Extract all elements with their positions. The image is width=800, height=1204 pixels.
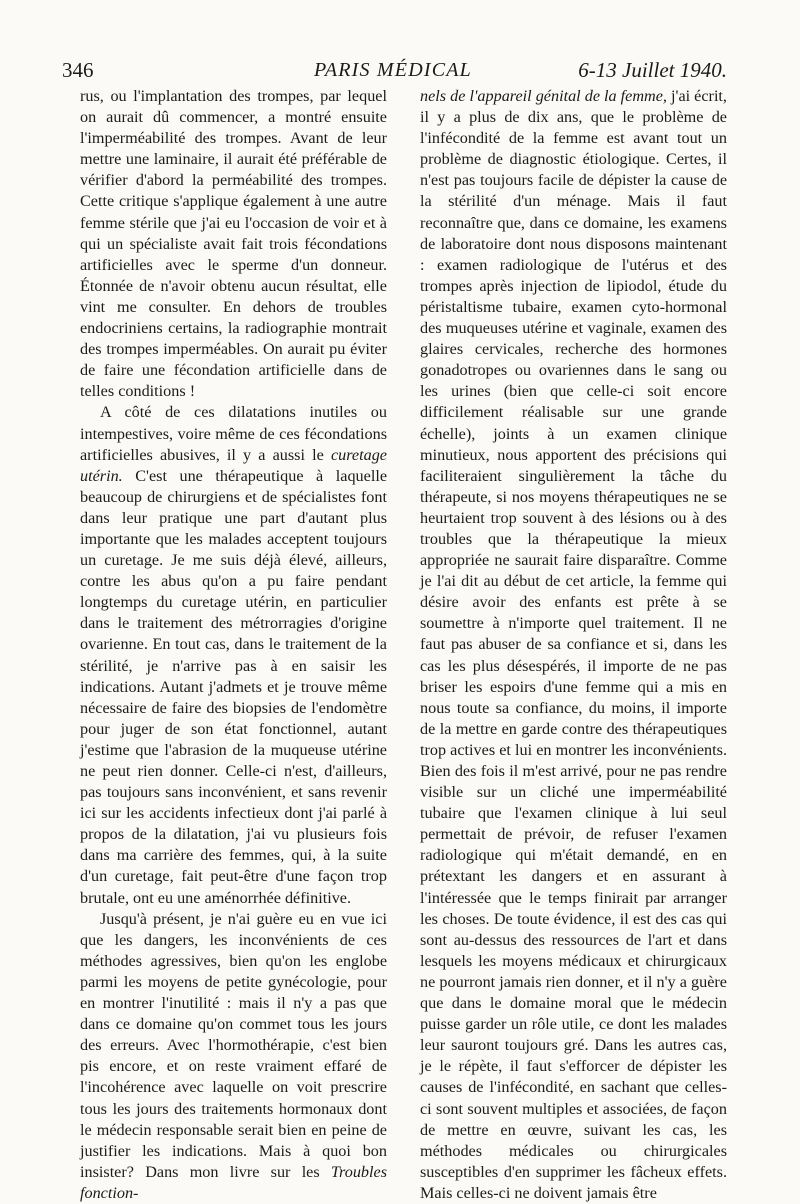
paragraph: A côté de ces dilatations inutiles ou intempestives, voire même de ces fécondations artificielles abusives, il y a aussi le curetage utérin. C'est une thérapeutique à laquelle beaucoup de chirurgiens et de spécialistes font dans leur pratique une part d'autant plus importante que les malades acceptent toujours un curetage. Je me suis déjà élevé, ailleurs, contre les abus qu'on a pu faire pendant longtemps du curetage utérin, en particulier dans le traitement des métrorragies d'origine ovarienne. En tout cas, dans le traitement de la stérilité, je n'arrive pas à en saisir les indications. Autant j'admets et je trouve même nécessaire de faire des biopsies de l'endomètre pour juger de son état fonctionnel, autant j'estime que l'abrasion de la muqueuse utérine ne peut rien donner. Celle-ci n'est, d'ailleurs, pas toujours sans inconvénient, et sans revenir ici sur les accidents infectieux dont j'ai parlé à propos de la dilatation, j'ai vu plusieurs fois dans ma carrière des femmes, qui, à la suite d'un curetage, fait peut-être d'une façon trop brutale, ont eu une aménorrhée définitive. bbox=[80, 403, 387, 907]
running-header bbox=[62, 58, 727, 88]
paragraph: nels de l'appareil génital de la femme, j'ai écrit, il y a plus de dix ans, que le problème de l'infécondité de la femme est avant tout un problème de diagnostic étiologique. Certes, il n'est pas toujours facile de dépister la cause de la stérilité d'un ménage. Mais il faut reconnaître que, dans ce domaine, les examens de laboratoire dont nous disposons maintenant : examen radiologique de l'utérus et des trompes après injection de lipiodol, étude du péristaltisme tubaire, examen cyto-hormonal des muqueuses utérine et vaginale, examen des glaires cervicales, recherche des hormones gonadotropes ou ovariennes dans le sang ou les urines (bien que celle-ci soit encore difficilement réalisable sur une grande échelle), joints à un examen clinique minutieux, nous apportent des précisions qui faciliteraient singulièrement la tâche du thérapeute, si nos moyens thérapeutiques ne se heurtaient trop souvent à des lésions ou à des troubles que la thérapeutique la mieux appropriée ne saurait faire disparaître. Comme je l'ai dit au début de cet article, la femme qui désire avoir des enfants est prête à se soumettre à n'importe quel traitement. Il ne faut pas abuser de sa confiance et si, dans les cas les plus désespérés, il importe de ne pas briser les espoirs d'une femme qui a mis en nous toute sa confiance, du moins, il importe de la mettre en garde contre des thérapeutiques trop actives et lui en montrer les inconvénients. Bien des fois il m'est arrivé, pour ne pas rendre visible sur un cliché une imperméabilité tubaire que l'examen clinique à lui seul permettait de prévoir, de refuser l'examen radiologique qui m'était demandé, en en prétextant les dangers et en assurant à l'intéressée que le temps finirait par arranger les choses. De toute évidence, il est des cas qui sont au-dessus des ressources de l'art et dans lesquels les moyens médicaux et chirurgicaux ne pourront jamais rien donner, et il n'y a guère que dans le domaine moral que le médecin puisse garder un rôle utile, ce dont les malades leur sauront toujours gré. Dans les autres cas, je le répète, il faut s'efforcer de dépister les causes de l'infécondité, en sachant que celles-ci sont souvent multiples et associées, de façon de mettre en œuvre, suivant les cas, les méthodes médicales ou chirurgicales susceptibles d'en supprimer les fâcheux effets. Mais celles-ci ne doivent jamais être bbox=[420, 87, 727, 1202]
right-column bbox=[420, 86, 727, 1204]
book-title: Troubles fonction- bbox=[80, 1162, 387, 1202]
emphasis: curetage utérin. bbox=[80, 445, 387, 485]
book-title: nels de l'appareil génital de la femme, bbox=[420, 87, 667, 105]
page-number: 346 bbox=[62, 58, 94, 82]
paragraph: Jusqu'à présent, je n'ai guère eu en vue ici que les dangers, les inconvénients de ces méthodes agressives, bien qu'on les englobe parmi les moyens de petite gynécologie, pour en montrer l'inutilité : mais il n'y a pas que dans ce domaine qu'on commet tous les jours des erreurs. Avec l'hormothérapie, c'est bien pis encore, et on reste vraiment effaré de l'incohérence avec laquelle on voit prescrire tous les jours des traitements hormonaux dont le médecin responsable serait bien en peine de justifier les indications. Mais à quoi bon insister? Dans mon livre sur les Troubles fonction- bbox=[80, 909, 387, 1202]
paragraph: rus, ou l'implantation des trompes, par lequel on aurait dû commencer, a montré ensuite l'imperméabilité des trompes. Avant de leur mettre une laminaire, il aurait été préférable de vérifier d'abord la perméabilité des trompes. Cette critique s'applique également à une autre femme stérile que j'ai eu l'occasion de voir et à qui un spécialiste avait fait trois fécondations artificielles avec le sperme d'un donneur. Étonnée de n'avoir obtenu aucun résultat, elle vint me consulter. En dehors de troubles endocriniens certains, la radiographie montrait des trompes imperméables. On aurait pu éviter de faire une fécondation artificielle dans de telles conditions ! bbox=[80, 87, 387, 401]
left-column bbox=[80, 86, 387, 1204]
journal-title: PARIS MÉDICAL bbox=[314, 59, 472, 81]
issue-date: 6-13 Juillet 1940. bbox=[578, 58, 727, 82]
